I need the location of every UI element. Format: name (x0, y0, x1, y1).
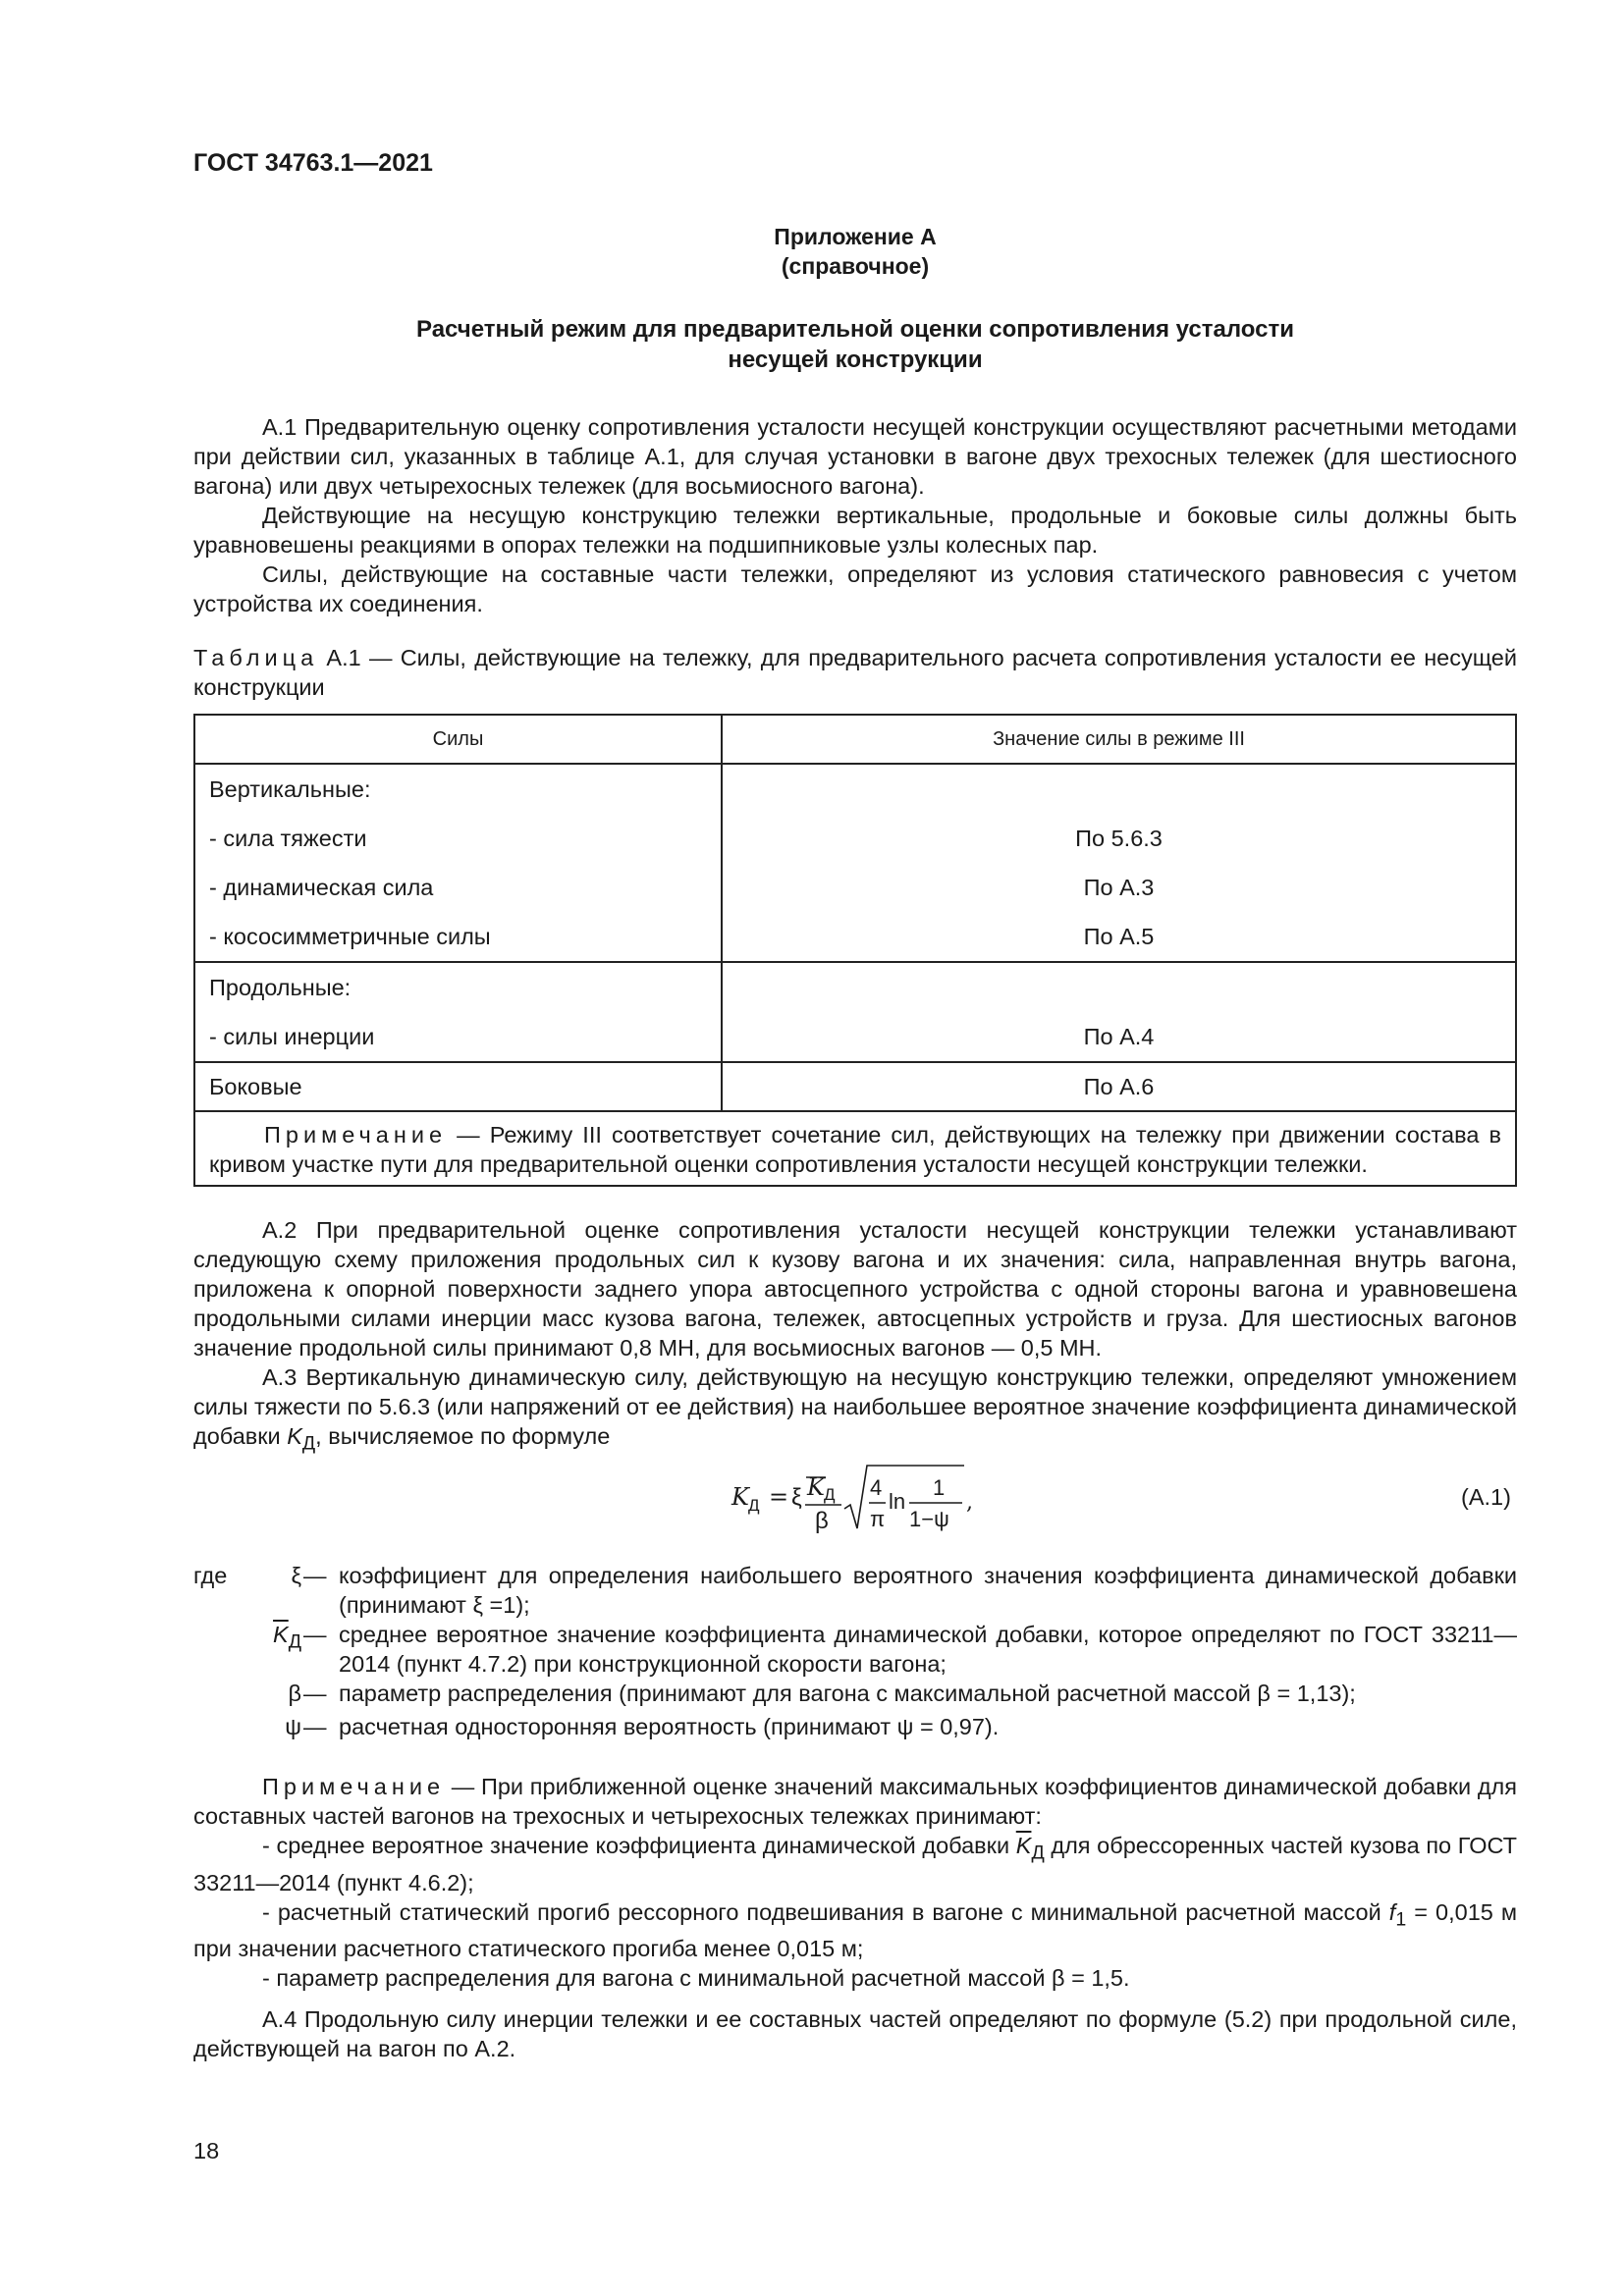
column-header-value: Значение силы в режиме III (722, 715, 1516, 764)
table-note (194, 1111, 1516, 1186)
formula-a1 (727, 1458, 1021, 1536)
svg-text:π: π (870, 1507, 886, 1531)
svg-text:1: 1 (933, 1475, 946, 1500)
paragraph-static-equilibrium: Силы, действующие на составные части тележки, определяют из условия статического равновесия с учетом устройства их соединения. (193, 561, 1517, 616)
lateral-label: Боковые (209, 1074, 302, 1099)
psi-description: расчетная односторонняя вероятность (принимают ψ = 0,97). (339, 1714, 1000, 1739)
table-caption (193, 643, 1517, 702)
svg-text:,: , (966, 1490, 973, 1515)
svg-text:Д: Д (748, 1496, 760, 1515)
vertical-skew-symmetric: - кососимметричные силы (209, 924, 491, 949)
table-note-row (194, 1111, 1516, 1186)
beta-description: параметр распределения (принимают для вагона с максимальной расчетной массой β = 1,13); (339, 1681, 1356, 1706)
svg-text:ξ: ξ (791, 1484, 802, 1511)
svg-text:K: K (731, 1483, 749, 1511)
note-item-2: - расчетный статический прогиб рессорного подвешивания в вагоне с минимальной расчетной массой $f_1 = 0,015$ м при значении расчетного статического прогиба менее 0,015 м; (193, 1898, 1518, 1962)
note-item-3: - параметр распределения для вагона с минимальной расчетной массой β = 1,5. (262, 1965, 1130, 1992)
page-number: 18 (193, 2138, 220, 2163)
paragraph-a2: А.2 При предварительной оценке сопротивления усталости несущей конструкции тележки устанавливают следующую схему приложения продольных сил к кузову вагона и их значения: сила, направленная внутрь вагона, приложена к опорной поверхности заднего упора автосцепного устройства с одной стороны вагона и уравновешена продольными силами инерции масс кузова вагона, тележек, автосцепных устройств и груза. Для шестиосных вагонов значение продольной силы принимают 0,8 МН, для восьмиосных вагонов — 0,5 МН. (193, 1217, 1517, 1361)
svg-text:β: β (815, 1508, 829, 1534)
table-caption-label: Таблица (193, 645, 319, 670)
kd-description: среднее вероятное значение коэффициента динамической добавки, которое определяют по ГОСТ 33211—2014 (пункт 4.7.2) при конструкционной скорости вагона; (339, 1622, 1517, 1677)
vertical-dynamic: - динамическая сила (209, 875, 434, 900)
vertical-heading: Вертикальные: (209, 776, 371, 802)
vertical-skew-symmetric-value: По А.5 (1083, 924, 1155, 949)
note-label: Примечание (262, 1774, 446, 1799)
beta-symbol: β (288, 1681, 301, 1706)
where-block: где ξ — коэффициент для определения наибольшего вероятного значения коэффициента динамической добавки (принимают ξ =1); $\overline{K}_Д$ — среднее вероятное значение коэффициента динамической добавки, которое определяют по ГОСТ 33211—2014 (пункт 4.7.2) при конструкционной скорости вагона; β — параметр распределения (принимают для вагона с максимальной расчетной массой β = 1,13); ψ — расчетная односторонняя вероятность (принимают ψ = 0,97). (193, 1563, 1517, 1739)
longitudinal-inertia-value: По А.4 (1083, 1024, 1155, 1049)
paragraph-a3: А.3 Вертикальную динамическую силу, действующую на несущую конструкцию тележки, определяют умножением силы тяжести по 5.6.3 (или напряжений от ее действия) на наибольшее вероятное значение коэффициента динамической добавки $K_Д$, вычисляемое по формуле (193, 1364, 1517, 1455)
vertical-dynamic-value: По А.3 (1083, 875, 1155, 900)
appendix-title: Приложение А (774, 224, 937, 249)
heading-line1: Расчетный режим для предварительной оценки сопротивления усталости (416, 316, 1294, 343)
table-row-vertical (194, 764, 1516, 962)
table-note-label: Примечание (264, 1122, 448, 1148)
table-row-lateral (194, 1062, 1516, 1111)
kd-symbol: K (287, 1423, 302, 1449)
intro-section (193, 412, 1517, 618)
forces-table (193, 714, 1517, 1187)
svg-text:=: = (769, 1483, 789, 1511)
formula-number: (А.1) (1461, 1484, 1511, 1510)
note-item-1: - среднее вероятное значение коэффициента динамической добавки $\overline{K}_Д$ для обрессоренных частей кузова по ГОСТ 33211—2014 (пункт 4.6.2); (193, 1833, 1518, 1896)
psi-symbol: ψ (285, 1714, 301, 1739)
xi-symbol: ξ (291, 1563, 301, 1588)
note-section (193, 1772, 1517, 1993)
table-caption-text: А.1 — Силы, действующие на тележку, для предварительного расчета сопротивления усталости ее несущей конструкции (193, 645, 1518, 700)
section-a4 (193, 2004, 1517, 2063)
column-header-forces: Силы (194, 715, 722, 764)
kd-subscript: Д (301, 1432, 316, 1455)
svg-text:K: K (807, 1473, 825, 1501)
longitudinal-heading: Продольные: (209, 975, 352, 1000)
where-intro: где (193, 1563, 228, 1588)
heading-line2: несущей конструкции (728, 347, 983, 373)
section-a2-a3 (193, 1215, 1517, 1459)
kd-bar-symbol: $\overline{K}_Д$ (273, 1622, 301, 1653)
svg-text:4: 4 (870, 1475, 883, 1500)
paragraph-a4: А.4 Продольную силу инерции тележки и ее составных частей определяют по формуле (5.2) при продольной силе, действующей на вагон по А.2. (193, 2006, 1517, 2061)
vertical-gravity: - сила тяжести (209, 826, 367, 851)
paragraph-a1: А.1 Предварительную оценку сопротивления усталости несущей конструкции осуществляют расчетными методами при действии сил, указанных в таблице А.1, для случая установки в вагоне двух трехосных тележек (для шестиосного вагона) или двух четырехосных тележек (для восьмиосного вагона). (193, 414, 1517, 499)
table-note-text: — Режиму III соответствует сочетание сил, действующих на тележку при движении состава в кривом участке пути для предварительной оценки сопротивления усталости несущей конструкции тележки. (209, 1122, 1501, 1177)
svg-text:ln: ln (889, 1489, 906, 1514)
svg-text:Д: Д (824, 1485, 836, 1504)
paragraph-forces-balance: Действующие на несущую конструкцию тележки вертикальные, продольные и боковые силы должны быть уравновешены реакциями в опорах тележки на подшипниковые узлы колесных пар. (193, 503, 1517, 558)
table-header-row (194, 715, 1516, 764)
note-intro: Примечание — При приближенной оценке значений максимальных коэффициентов динамической добавки для составных частей вагонов на трехосных и четырехосных тележках принимают: (193, 1774, 1517, 1829)
standard-code: ГОСТ 34763.1—2021 (193, 149, 433, 177)
longitudinal-inertia: - силы инерции (209, 1024, 375, 1049)
xi-description: коэффициент для определения наибольшего вероятного значения коэффициента динамической добавки (принимают ξ =1); (339, 1563, 1517, 1618)
appendix-subtitle: (справочное) (781, 253, 930, 279)
vertical-gravity-value: По 5.6.3 (1075, 826, 1163, 851)
lateral-value: По А.6 (1083, 1074, 1155, 1099)
svg-text:1−ψ: 1−ψ (909, 1507, 949, 1531)
table-row-longitudinal (194, 962, 1516, 1062)
